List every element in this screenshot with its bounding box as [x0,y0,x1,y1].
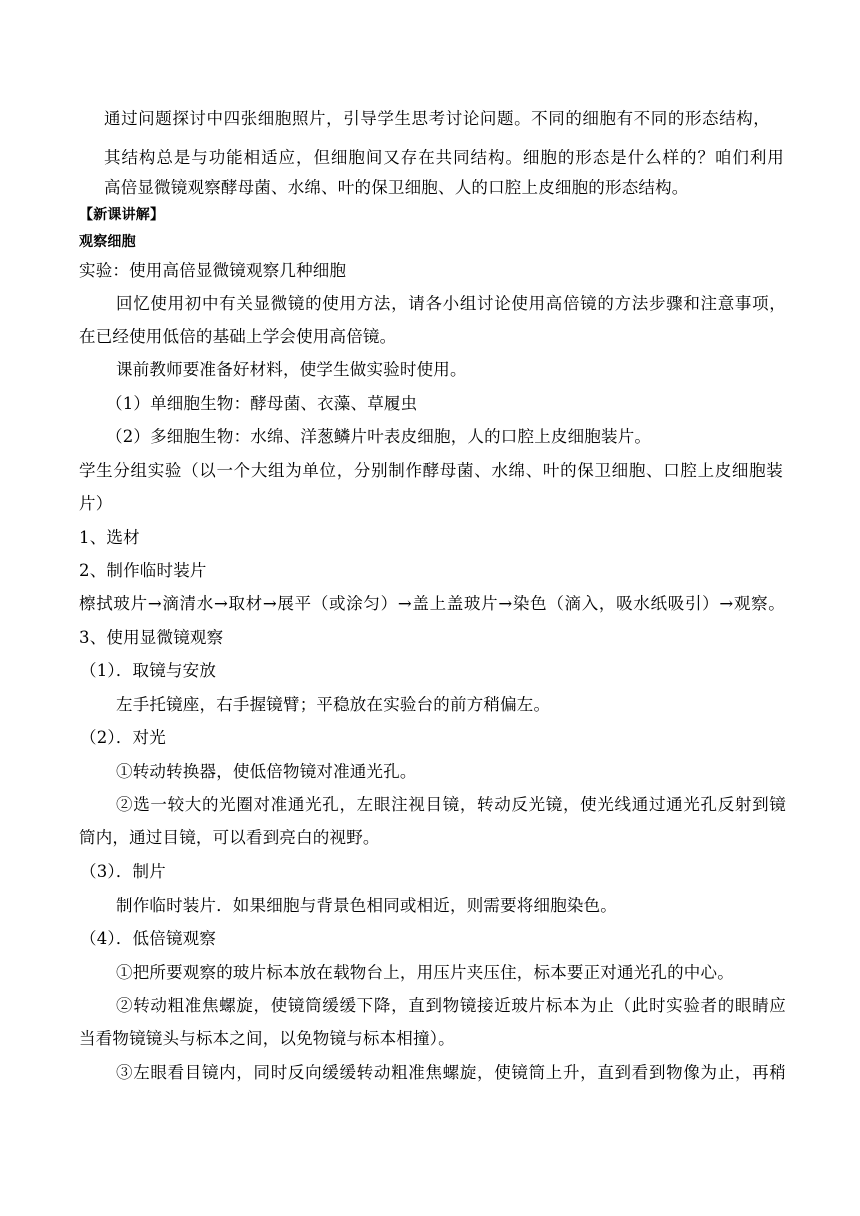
group-line-1: 学生分组实验（以一个大组为单位，分别制作酵母菌、水绵、叶的保卫细胞、口腔上皮细胞装 [79,461,783,480]
sub1-title: （1）．取镜与安放 [80,661,217,680]
prep-text: 课前教师要准备好材料，使学生做实验时使用。 [116,360,467,379]
subheading: 观察细胞 [79,234,136,250]
sub4-title: （4）．低倍镜观察 [80,929,217,948]
intro-line-3: 高倍显微镜观察酵母菌、水绵、叶的保卫细胞、人的口腔上皮细胞的形态结构。 [104,178,689,197]
sub1-text: 左手托镜座，右手握镜臂；平稳放在实验台的前方稍偏左。 [116,695,551,714]
materials-item-2: （2）多细胞生物：水绵、洋葱鳞片叶表皮细胞，人的口腔上皮细胞装片。 [106,427,652,446]
recall-line-1: 回忆使用初中有关显微镜的使用方法，请各小组讨论使用高倍镜的方法步骤和注意事项， [116,294,786,313]
section-heading: 【新课讲解】 [79,207,165,223]
sub4-p1: ①把所要观察的玻片标本放在载物台上，用压片夹压住，标本要正对通光孔的中心。 [116,963,734,982]
sub3-text: 制作临时装片．如果细胞与背景色相同或相近，则需要将细胞染色。 [116,896,617,915]
step-2: 2、制作临时装片 [79,561,207,580]
sub4-p3-line-1: ③左眼看目镜内，同时反向缓缓转动粗准焦螺旋，使镜筒上升，直到看到物像为止，再稍 [116,1063,786,1082]
sub2-p1: ①转动转换器，使低倍物镜对准通光孔。 [116,762,417,781]
recall-line-2: 在已经使用低倍的基础上学会使用高倍镜。 [79,327,397,346]
sub2-p2-line-1: ②选一较大的光圈对准通光孔，左眼注视目镜，转动反光镜，使光线通过通光孔反射到镜 [116,795,786,814]
sub3-title: （3）．制片 [80,862,166,881]
intro-line-1: 通过问题探讨中四张细胞照片，引导学生思考讨论问题。不同的细胞有不同的形态结构， [104,109,770,128]
sub2-title: （2）．对光 [80,728,166,747]
materials-item-1: （1）单细胞生物：酵母菌、衣藻、草履虫 [106,394,418,413]
sub4-p2-line-1: ②转动粗准焦螺旋，使镜筒缓缓下降，直到物镜接近玻片标本为止（此时实验者的眼睛应 [116,996,786,1015]
sub4-p2-line-2: 当看物镜镜头与标本之间，以免物镜与标本相撞）。 [79,1029,455,1048]
step-3: 3、使用显微镜观察 [79,628,224,647]
experiment-title: 实验：使用高倍显微镜观察几种细胞 [79,261,347,280]
step-2-flow: 檫拭玻片→滴清水→取材→展平（或涂匀）→盖上盖玻片→染色（滴入，吸水纸吸引）→观察。 [79,594,785,613]
group-line-2: 片） [79,494,113,513]
intro-line-2: 其结构总是与功能相适应，但细胞间又存在共同结构。细胞的形态是什么样的？咱们利用 [104,148,784,167]
step-1: 1、选材 [79,528,140,547]
sub2-p2-line-2: 筒内，通过目镜，可以看到亮白的视野。 [79,828,380,847]
